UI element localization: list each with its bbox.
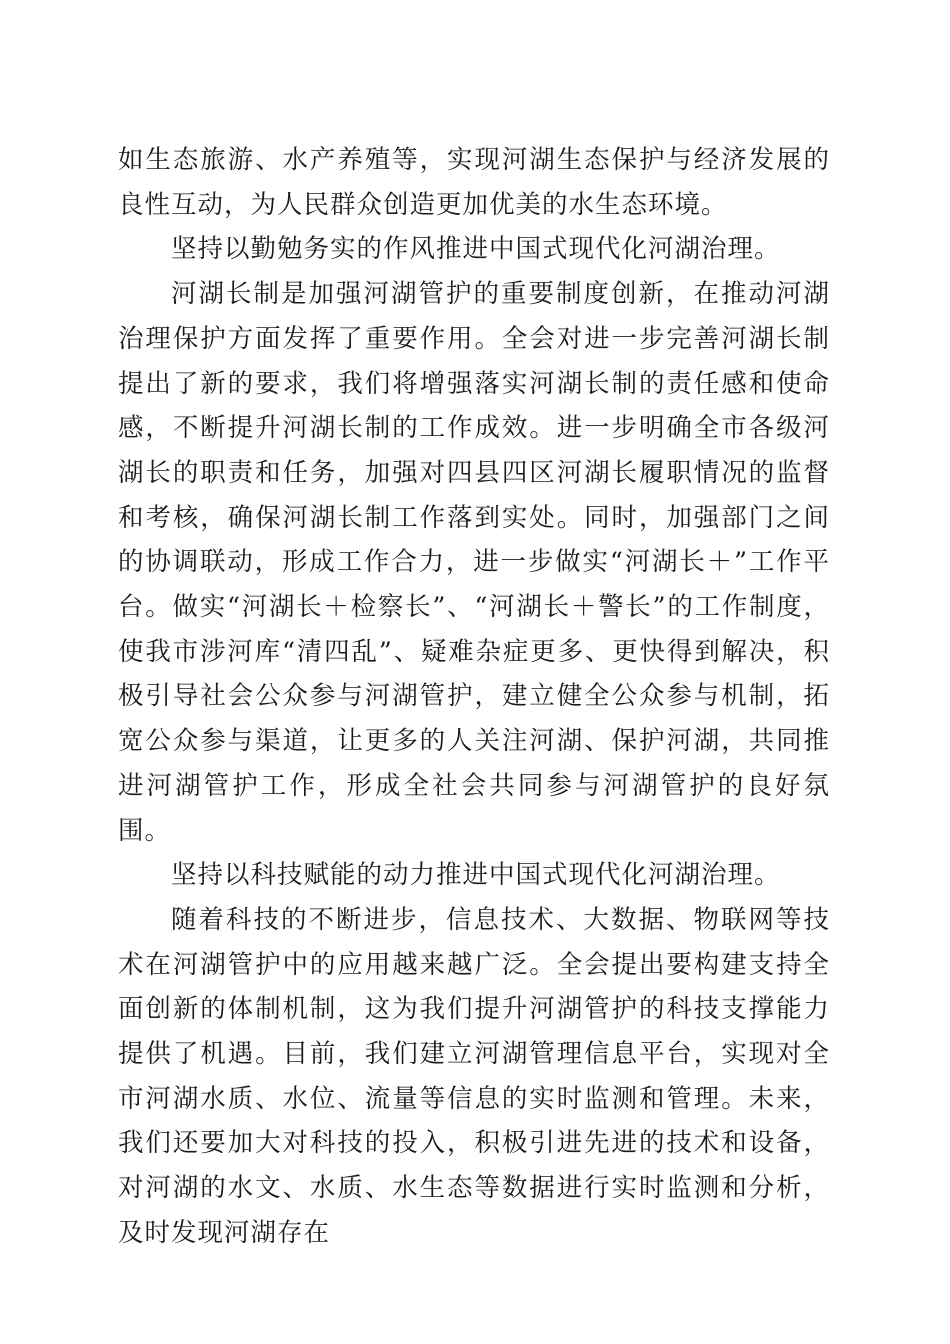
paragraph-river-chief-system: 河湖长制是加强河湖管护的重要制度创新，在推动河湖治理保护方面发挥了重要作用。全会对进一步完善河湖长制提出了新的要求，我们将增强落实河湖长制的责任感和使命感，不断提升河湖长制的工作成效。进一步明确全市各级河湖长的职责和任务，加强对四县四区河湖长履职情况的监督和考核，确保河湖长制工作落到实处。同时，加强部门之间的协调联动，形成工作合力，进一步做实“河湖长＋”工作平台。做实“河湖长＋检察长”、“河湖长＋警长”的工作制度，使我市涉河库“清四乱”、疑难杂症更多、更快得到解决，积极引导社会公众参与河湖管护，建立健全公众参与机制，拓宽公众参与渠道，让更多的人关注河湖、保护河湖，共同推进河湖管护工作，形成全社会共同参与河湖管护的良好氛围。: [118, 279, 830, 846]
document-body: [118, 138, 830, 1256]
section-heading-diligence: 坚持以勤勉务实的作风推进中国式现代化河湖治理。: [171, 234, 781, 265]
paragraph-technology-progress: 随着科技的不断进步，信息技术、大数据、物联网等技术在河湖管护中的应用越来越广泛。全会提出要构建支持全面创新的体制机制，这为我们提升河湖管护的科技支撑能力提供了机遇。目前，我们建立河湖管理信息平台，实现对全市河湖水质、水位、流量等信息的实时监测和管理。未来，我们还要加大对科技的投入，积极引进先进的技术和设备，对河湖的水文、水质、水生态等数据进行实时监测和分析，及时发现河湖存在: [118, 904, 830, 1248]
paragraph-continuation: 如生态旅游、水产养殖等，实现河湖生态保护与经济发展的良性互动，为人民群众创造更加优美的水生态环境。: [118, 145, 830, 220]
section-heading-technology: 坚持以科技赋能的动力推进中国式现代化河湖治理。: [171, 860, 781, 891]
